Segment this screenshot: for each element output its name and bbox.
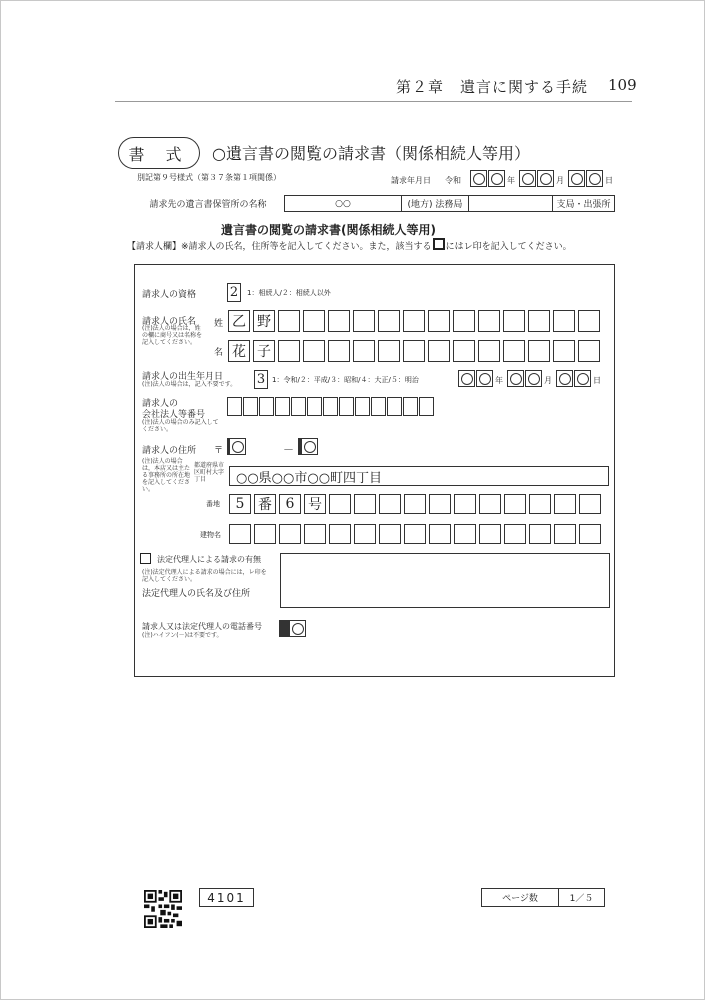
- name-note: (注)法人の場合は，姓の欄に商号又は名称を記入してください。: [142, 325, 203, 346]
- banchi-box-11[interactable]: [479, 494, 501, 514]
- representative-checkbox[interactable]: [140, 553, 151, 564]
- banchi-box-3[interactable]: 6: [279, 494, 301, 514]
- office-bureau: (地方) 法務局: [401, 195, 469, 212]
- request-date-label: 請求年月日: [391, 176, 431, 185]
- birth-year-unit: 年: [495, 376, 503, 385]
- birth-era-field[interactable]: 3: [254, 370, 268, 389]
- building-box-4[interactable]: [304, 524, 326, 544]
- corp-number-box-12[interactable]: [403, 397, 418, 416]
- address-note: (注)法人の場合は，本店又は主たる事務所の所在地を記入してください。: [142, 458, 191, 493]
- building-box-12[interactable]: [504, 524, 526, 544]
- birth-year-digit-2[interactable]: [476, 370, 493, 387]
- surname-box-4[interactable]: [303, 310, 325, 332]
- given-name-box-4[interactable]: [303, 340, 325, 362]
- corp-number-box-5[interactable]: [291, 397, 306, 416]
- building-box-13[interactable]: [529, 524, 551, 544]
- given-name-box-2[interactable]: 子: [253, 340, 275, 362]
- request-day-digit-1[interactable]: [568, 170, 585, 187]
- banchi-box-9[interactable]: [429, 494, 451, 514]
- birth-month-digit-2[interactable]: [525, 370, 542, 387]
- form-code: 4101: [199, 888, 254, 907]
- page-count: [481, 888, 605, 907]
- given-name-box-1[interactable]: 花: [228, 340, 250, 362]
- qualification-options: 1：相続人/２：相続人以外: [247, 289, 331, 297]
- request-year-digit-1[interactable]: [470, 170, 487, 187]
- banchi-box-15[interactable]: [579, 494, 601, 514]
- request-month-digit-2[interactable]: [537, 170, 554, 187]
- phone-note: (注)ハイフン(－)は不要です。: [142, 632, 223, 639]
- surname-box-2[interactable]: 野: [253, 310, 275, 332]
- corp-number-box-1[interactable]: [227, 397, 242, 416]
- corp-number-note: (注)法人の場合のみ記入してください。: [142, 419, 219, 433]
- request-day-digit-2[interactable]: [586, 170, 603, 187]
- office-branch-label: 支局・出張所: [552, 195, 615, 212]
- building-box-2[interactable]: [254, 524, 276, 544]
- postal-code-box-3[interactable]: [229, 438, 246, 455]
- birth-day-digit-2[interactable]: [574, 370, 591, 387]
- prefecture-label: 都道府県市区町村大字丁目: [194, 462, 225, 483]
- building-label: 建物名: [200, 531, 221, 539]
- surname-box-3[interactable]: [278, 310, 300, 332]
- surname-box-1[interactable]: 乙: [228, 310, 250, 332]
- given-name-box-13[interactable]: [528, 340, 550, 362]
- surname-box-5[interactable]: [328, 310, 350, 332]
- surname-box-10[interactable]: [453, 310, 475, 332]
- banchi-box-6[interactable]: [354, 494, 376, 514]
- request-date-era: 令和: [445, 176, 461, 185]
- banchi-box-10[interactable]: [454, 494, 476, 514]
- banchi-box-5[interactable]: [329, 494, 351, 514]
- given-name-box-15[interactable]: [578, 340, 600, 362]
- form-badge: 書 式: [118, 137, 200, 169]
- corp-number-box-8[interactable]: [339, 397, 354, 416]
- birth-era-options: 1：令和/２：平成/３：昭和/４：大正/５：明治: [272, 376, 419, 384]
- corp-number-box-2[interactable]: [243, 397, 258, 416]
- year-unit: 年: [507, 176, 515, 185]
- given-name-box-14[interactable]: [553, 340, 575, 362]
- corp-number-label-1: 請求人の: [142, 399, 179, 409]
- building-box-11[interactable]: [479, 524, 501, 544]
- birth-month-digit-1[interactable]: [507, 370, 524, 387]
- instruction-head: 【請求人欄】: [127, 242, 182, 252]
- form-subtitle: 遺言書の閲覧の請求書(関係相続人等用): [221, 223, 436, 237]
- banchi-box-13[interactable]: [529, 494, 551, 514]
- given-name-label: 名: [214, 348, 224, 358]
- instruction: [127, 238, 572, 252]
- birth-note: (注)法人の場合は，記入不要です。: [142, 381, 237, 388]
- postal-code-box-b-4[interactable]: [301, 438, 318, 455]
- birth-year-digit-1[interactable]: [458, 370, 475, 387]
- request-month-digit-1[interactable]: [519, 170, 536, 187]
- header-rule: [115, 101, 632, 102]
- surname-box-7[interactable]: [378, 310, 400, 332]
- surname-label: 姓: [214, 319, 224, 329]
- birth-month-unit: 月: [544, 376, 552, 385]
- given-name-box-12[interactable]: [503, 340, 525, 362]
- month-unit: 月: [556, 176, 564, 185]
- building-box-6[interactable]: [354, 524, 376, 544]
- corp-number-label-2: 会社法人等番号: [142, 410, 206, 420]
- banchi-box-14[interactable]: [554, 494, 576, 514]
- surname-box-13[interactable]: [528, 310, 550, 332]
- banchi-box-8[interactable]: [404, 494, 426, 514]
- name-label: 請求人の氏名: [142, 317, 197, 327]
- birth-day-digit-1[interactable]: [556, 370, 573, 387]
- building-box-5[interactable]: [329, 524, 351, 544]
- given-name-box-6[interactable]: [353, 340, 375, 362]
- phone-label: 請求人又は法定代理人の電話番号: [142, 622, 262, 631]
- corp-number-box-7[interactable]: [323, 397, 338, 416]
- day-unit: 日: [605, 176, 613, 185]
- building-box-7[interactable]: [379, 524, 401, 544]
- surname-box-15[interactable]: [578, 310, 600, 332]
- representative-checkbox-label: 法定代理人による請求の有無: [157, 555, 261, 564]
- chapter-title: 第２章 遺言に関する手続: [396, 78, 589, 96]
- surname-box-9[interactable]: [428, 310, 450, 332]
- banchi-box-7[interactable]: [379, 494, 401, 514]
- corp-number-box-3[interactable]: [259, 397, 274, 416]
- office-row: [132, 195, 615, 212]
- form-title: ○遺言書の閲覧の請求書（関係相続人等用）: [212, 144, 530, 163]
- corp-number-box-9[interactable]: [355, 397, 370, 416]
- representative-field[interactable]: [280, 553, 610, 608]
- request-year-digit-2[interactable]: [488, 170, 505, 187]
- phone-digit-11[interactable]: [289, 620, 306, 637]
- given-name-box-8[interactable]: [403, 340, 425, 362]
- surname-box-8[interactable]: [403, 310, 425, 332]
- form-reference: 別記第９号様式（第３７条第１項関係）: [137, 173, 281, 182]
- building-box-15[interactable]: [579, 524, 601, 544]
- given-name-box-5[interactable]: [328, 340, 350, 362]
- given-name-box-10[interactable]: [453, 340, 475, 362]
- office-branch-field[interactable]: [468, 195, 553, 212]
- checkbox-symbol: [433, 238, 445, 250]
- postal-mark: 〒: [214, 446, 224, 456]
- instruction-text: ※請求人の氏名，住所等を記入してください。また，該当する: [181, 242, 432, 252]
- address-field[interactable]: ○○県○○市○○町四丁目: [229, 466, 609, 486]
- corp-number-box-13[interactable]: [419, 397, 434, 416]
- given-name-box-3[interactable]: [278, 340, 300, 362]
- address-label: 請求人の住所: [142, 446, 197, 456]
- banchi-box-12[interactable]: [504, 494, 526, 514]
- surname-box-14[interactable]: [553, 310, 575, 332]
- given-name-box-7[interactable]: [378, 340, 400, 362]
- corp-number-box-11[interactable]: [387, 397, 402, 416]
- banchi-label: 番地: [206, 500, 220, 508]
- office-name-field[interactable]: ○○: [284, 195, 402, 212]
- banchi-box-4[interactable]: 号: [304, 494, 326, 514]
- office-label: 請求先の遺言書保管所の名称: [149, 200, 267, 210]
- building-box-9[interactable]: [429, 524, 451, 544]
- page-count-label: ページ数: [481, 888, 559, 907]
- birth-label: 請求人の出生年月日: [142, 372, 224, 382]
- qr-code-icon: [144, 890, 182, 928]
- qualification-label: 請求人の資格: [142, 290, 197, 300]
- qualification-field[interactable]: 2: [227, 283, 241, 302]
- building-box-14[interactable]: [554, 524, 576, 544]
- building-box-3[interactable]: [279, 524, 301, 544]
- page-count-value: 1／５: [558, 888, 605, 907]
- instruction-tail: にはレ印を記入してください。: [445, 242, 572, 252]
- banchi-box-1[interactable]: 5: [229, 494, 251, 514]
- corp-number-box-10[interactable]: [371, 397, 386, 416]
- corp-number-box-4[interactable]: [275, 397, 290, 416]
- surname-box-6[interactable]: [353, 310, 375, 332]
- surname-box-11[interactable]: [478, 310, 500, 332]
- birth-day-unit: 日: [593, 376, 601, 385]
- banchi-box-2[interactable]: 番: [254, 494, 276, 514]
- representative-note: (注)法定代理人による請求の場合には，レ印を記入してください。: [142, 569, 267, 583]
- surname-box-12[interactable]: [503, 310, 525, 332]
- given-name-box-11[interactable]: [478, 340, 500, 362]
- page-number: 109: [608, 76, 637, 94]
- building-box-1[interactable]: [229, 524, 251, 544]
- given-name-box-9[interactable]: [428, 340, 450, 362]
- building-box-8[interactable]: [404, 524, 426, 544]
- representative-name-label: 法定代理人の氏名及び住所: [142, 589, 251, 599]
- building-box-10[interactable]: [454, 524, 476, 544]
- postal-dash: －: [283, 443, 294, 456]
- corp-number-box-6[interactable]: [307, 397, 322, 416]
